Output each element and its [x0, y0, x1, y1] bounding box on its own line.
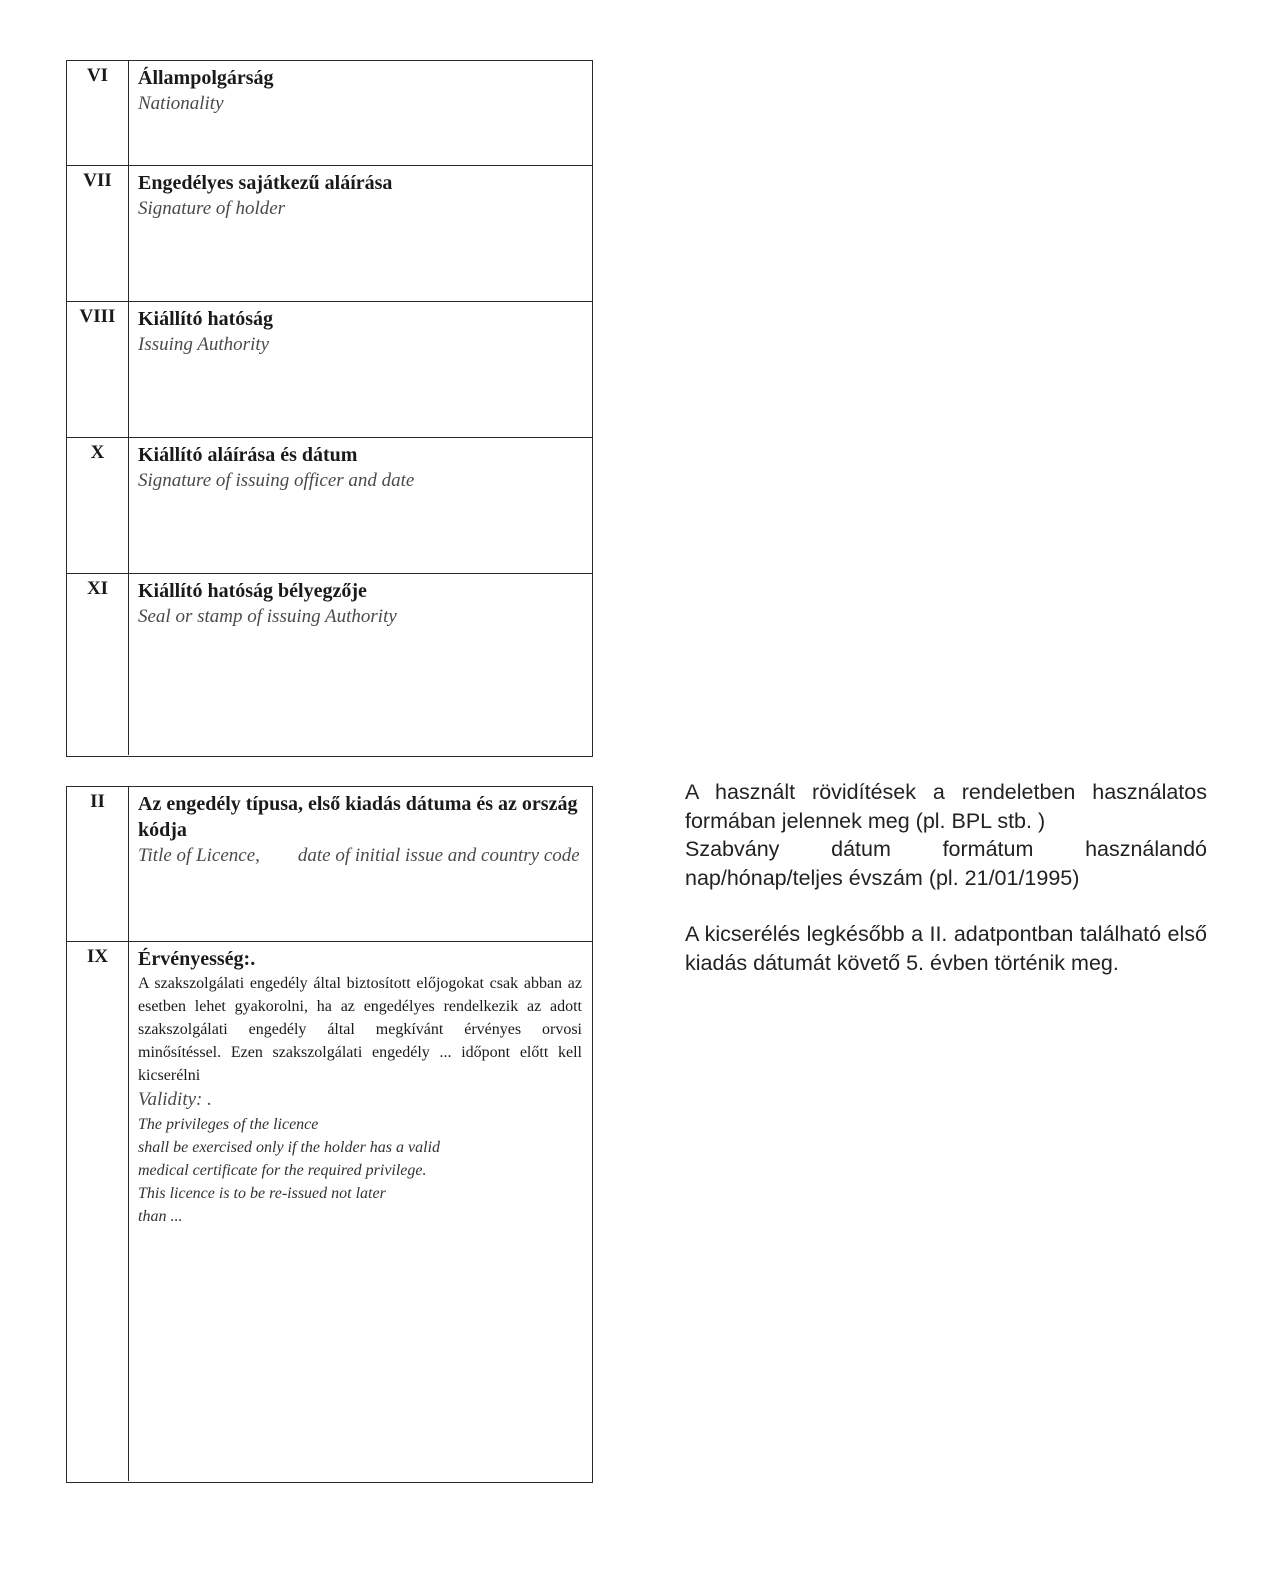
- validity-line-en: The privileges of the licence: [138, 1116, 319, 1133]
- row-number: VIII: [67, 302, 129, 437]
- row-number: VI: [67, 61, 129, 165]
- note-date-format: Szabvány dátum formátum használandó nap/hónap/teljes évszám (pl. 21/01/1995): [685, 837, 1207, 890]
- validity-line-en: This licence is to be re-issued not later: [138, 1185, 386, 1202]
- field-label-en: Issuing Authority: [138, 334, 270, 355]
- validity-text-hu: A szakszolgálati engedély által biztosított előjogokat csak abban az esetben lehet gyakorolni, ha az engedélyes rendelkezik az adott szakszolgálati engedély által megkívánt érvényes orvosi minősítéssel. Ezen szakszolgálati engedély ... időpont előtt kell kicserélni: [138, 975, 582, 1084]
- field-label-en: Signature of issuing officer and date: [138, 470, 415, 491]
- note-reissue: A kicserélés legkésőbb a II. adatpontban található első kiadás dátumát követő 5. évben történik meg.: [685, 922, 1207, 975]
- field-label-hu: Az engedély típusa, első kiadás dátuma és az ország kódja: [138, 793, 578, 841]
- table-row: [67, 574, 592, 755]
- bottom-form-table: [66, 786, 593, 1483]
- table-row: [67, 61, 592, 166]
- notes-block: [685, 778, 1207, 977]
- row-number: IX: [67, 942, 129, 1481]
- row-body: [129, 166, 592, 301]
- field-label-hu: Kiállító aláírása és dátum: [138, 444, 358, 466]
- row-number: II: [67, 787, 129, 941]
- field-label-en: [138, 843, 582, 869]
- row-body: [129, 302, 592, 437]
- row-body: [129, 942, 592, 1481]
- validity-title-hu: Érvényesség:.: [138, 948, 256, 970]
- field-label-hu: Állampolgárság: [138, 67, 274, 89]
- note-abbreviations: A használt rövidítések a rendeletben használatos formában jelennek meg (pl. BPL stb. ): [685, 780, 1207, 833]
- validity-line-en: medical certificate for the required privilege.: [138, 1162, 427, 1179]
- validity-line-en: shall be exercised only if the holder has a valid: [138, 1139, 441, 1156]
- validity-title-en: Validity: .: [138, 1089, 212, 1110]
- row-number: VII: [67, 166, 129, 301]
- field-label-en-part2: date of initial issue and country code: [297, 845, 580, 866]
- row-number: X: [67, 438, 129, 573]
- field-label-en: Signature of holder: [138, 198, 286, 219]
- field-label-hu: Kiállító hatóság bélyegzője: [138, 580, 367, 602]
- field-label-hu: Engedélyes sajátkezű aláírása: [138, 172, 393, 194]
- table-row: [67, 942, 592, 1481]
- table-row: [67, 302, 592, 438]
- table-row: [67, 787, 592, 942]
- field-label-en: Nationality: [138, 93, 224, 114]
- table-row: [67, 438, 592, 574]
- row-body: [129, 574, 592, 755]
- validity-line-en: than ...: [138, 1208, 183, 1225]
- table-row: [67, 166, 592, 302]
- field-label-hu: Kiállító hatóság: [138, 308, 274, 330]
- top-form-table: [66, 60, 593, 757]
- row-body: [129, 61, 592, 165]
- row-number: XI: [67, 574, 129, 755]
- field-label-en-part1: Title of Licence,: [138, 845, 260, 866]
- field-label-en: Seal or stamp of issuing Authority: [138, 606, 397, 627]
- row-body: [129, 438, 592, 573]
- row-body: [129, 787, 592, 941]
